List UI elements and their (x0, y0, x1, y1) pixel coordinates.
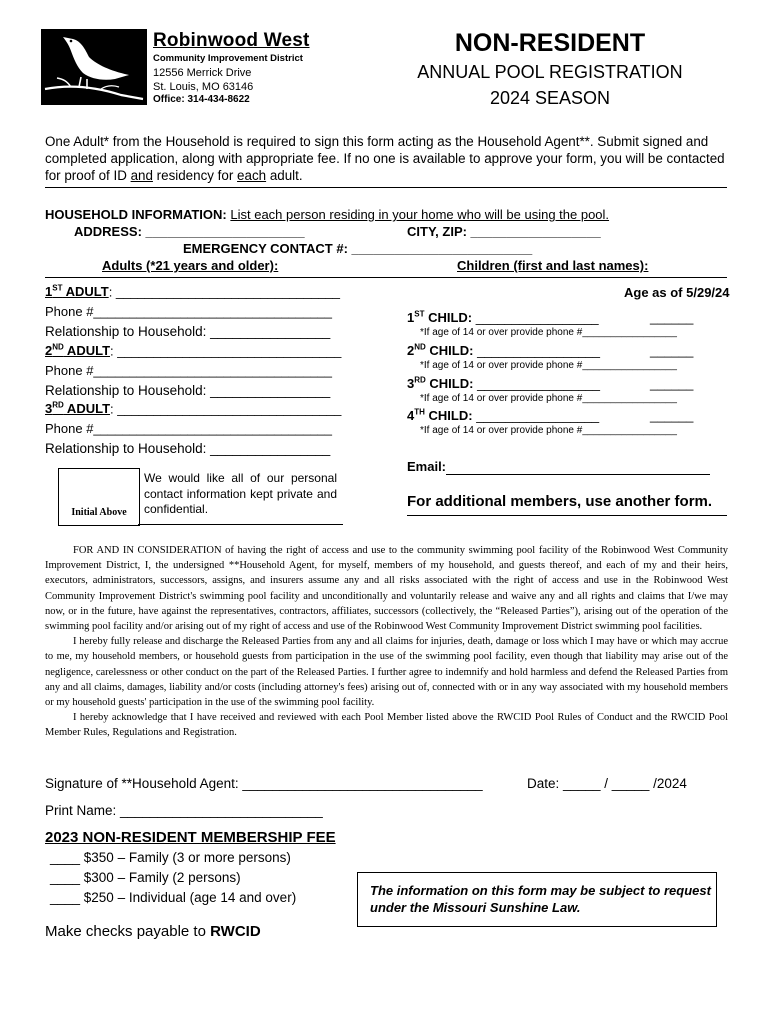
child-name-field[interactable] (407, 408, 599, 423)
adult-sup: ND (52, 343, 64, 352)
child-phone-note[interactable]: *If age of 14 or over provide phone #_________________ (420, 327, 677, 338)
adult-label-text: ADULT (62, 284, 109, 300)
adult-sup: RD (52, 401, 64, 410)
child-num: 2 (407, 343, 415, 359)
city-zip-field[interactable]: CITY, ZIP: __________________ (407, 224, 601, 239)
child-name-line: _________________ (472, 408, 600, 424)
adult-num: 3 (45, 401, 53, 417)
date-field[interactable]: Date: _____ / _____ /2024 (527, 776, 687, 791)
print-name-field[interactable]: Print Name: ___________________________ (45, 803, 323, 818)
org-address-line1: 12556 Merrick Drive (153, 67, 252, 79)
adults-heading: Adults (*21 years and older): (102, 258, 279, 273)
adult-phone-field[interactable]: Phone #_________________________________ (45, 363, 333, 378)
robin-logo (41, 29, 147, 105)
fee-option-family-3[interactable]: ____ $350 – Family (3 or more persons) (50, 850, 291, 865)
intro-each: each (237, 168, 267, 183)
child-sup: ND (414, 343, 426, 352)
release-paragraph-1: FOR AND IN CONSIDERATION of having the right of access and use to the community swimming pool facility of the Robinwood West Community Improvement District, I, the undersigned **Household Agent, for myself, members of my household, and guests thereof, and each of my and their heirs, executors, administrators, successors, assigns, and insurers assume any and all risks associated with the right of access and use in the Robinwood West Community Improvement District's swimming pool facility and unconditionally and voluntarily release and waive any and all rights and claims that I/we may now, or in the future, have against the representatives, contractors, affiliates, successors (collectively, the “Released Parties”), arising out of the operation of the swimming pool facility and/or arising out of my right of access and use of the Robinwood West Community Improvement District swimming pool facilities. (45, 545, 728, 633)
payable-note (45, 923, 261, 940)
adult-name-field[interactable] (45, 401, 341, 416)
adult-relationship-field[interactable]: Relationship to Household: ________________ (45, 383, 331, 398)
privacy-text: We would like all of our personal contact information kept private and confidential. (144, 471, 337, 516)
child-num: 1 (407, 310, 415, 326)
org-subtitle: Community Improvement District (153, 53, 303, 64)
payable-prefix: Make checks payable to (45, 923, 211, 940)
fee-option-individual[interactable]: ____ $250 – Individual (age 14 and over) (50, 890, 297, 905)
adult-phone-field[interactable]: Phone #_________________________________ (45, 421, 333, 436)
child-label (407, 408, 473, 423)
divider (45, 187, 727, 188)
child-name-field[interactable] (407, 310, 599, 325)
intro-text-2: residency for (152, 168, 238, 183)
divider (138, 524, 343, 525)
child-name-line: _________________ (473, 376, 600, 392)
child-label-text: CHILD: (424, 408, 473, 424)
adult-label (45, 343, 110, 358)
child-phone-note[interactable]: *If age of 14 or over provide phone #_________________ (420, 393, 677, 404)
intro-paragraph (45, 133, 725, 184)
child-name-field[interactable] (407, 343, 600, 358)
adult-sup: ST (52, 284, 63, 293)
release-paragraph-3: I hereby acknowledge that I have received and reviewed with each Pool Member listed above the RWCID Pool Rules of Conduct and the RWCID Pool Member Rules, Regulations and Registration. (45, 712, 728, 739)
adult-name-line: : _______________________________ (110, 343, 342, 359)
child-phone-note[interactable]: *If age of 14 or over provide phone #_________________ (420, 360, 677, 371)
child-name-line: _________________ (473, 343, 600, 359)
address-field[interactable]: ADDRESS: ______________________ (74, 224, 305, 239)
child-age-field[interactable]: ______ (650, 310, 694, 325)
child-name-line: _________________ (472, 310, 599, 326)
fee-title: 2023 NON-RESIDENT MEMBERSHIP FEE (45, 829, 336, 846)
children-heading: Children (first and last names): (457, 258, 649, 273)
adult-label-text: ADULT (63, 343, 111, 359)
additional-members-note: For additional members, use another form. (407, 493, 713, 510)
adult-phone-field[interactable]: Phone #_________________________________ (45, 304, 333, 319)
adult-relationship-field[interactable]: Relationship to Household: ________________ (45, 441, 331, 456)
robin-bird-icon (41, 29, 147, 105)
privacy-initial-box (58, 468, 343, 525)
sunshine-law-notice: The information on this form may be subject to request under the Missouri Sunshine Law. (357, 872, 717, 927)
form-subtitle: ANNUAL POOL REGISTRATION (417, 62, 683, 82)
initial-label: Initial Above (71, 507, 127, 518)
org-name: Robinwood West (153, 30, 310, 51)
fee-option-family-2[interactable]: ____ $300 – Family (2 persons) (50, 870, 241, 885)
divider (407, 515, 727, 516)
child-label-text: CHILD: (424, 310, 473, 326)
child-sup: ST (414, 310, 425, 319)
child-num: 3 (407, 376, 415, 392)
emergency-contact-field[interactable]: EMERGENCY CONTACT #: _________________________ (183, 241, 533, 256)
email-line (446, 474, 710, 475)
household-heading: HOUSEHOLD INFORMATION: (45, 207, 227, 222)
household-note: List each person residing in your home who will be using the pool. (230, 207, 610, 222)
child-sup: TH (414, 408, 425, 417)
adult-label-text: ADULT (63, 401, 111, 417)
divider (45, 277, 727, 278)
agent-signature-field[interactable]: Signature of **Household Agent: ________________________________ (45, 776, 483, 791)
initial-field[interactable] (58, 468, 140, 526)
adult-label (45, 401, 110, 416)
child-label (407, 376, 473, 391)
org-address-line2: St. Louis, MO 63146 (153, 81, 254, 93)
intro-and: and (130, 168, 153, 183)
email-label-text: Email: (407, 459, 447, 474)
org-phone: Office: 314-434-8622 (153, 94, 250, 105)
child-label-text: CHILD: (425, 376, 474, 392)
form-season: 2024 SEASON (489, 88, 611, 108)
child-phone-note[interactable]: *If age of 14 or over provide phone #_________________ (420, 425, 677, 436)
email-label[interactable] (407, 459, 446, 474)
child-num: 4 (407, 408, 415, 424)
form-title: NON-RESIDENT (454, 29, 646, 57)
payable-to: RWCID (210, 923, 261, 940)
child-age-field[interactable]: ______ (650, 376, 694, 391)
adult-name-line: : _______________________________ (110, 401, 342, 417)
adult-num: 2 (45, 343, 53, 359)
adult-name-line: : _______________________________ (108, 284, 341, 300)
intro-text-1: One Adult* from the Household is required to sign this form acting as the Household Agent**. Submit signed and completed application, along with appropriate fee. If no one is available to approve your form, you will be contacted for proof of ID (45, 134, 725, 183)
child-label (407, 343, 473, 358)
child-age-field[interactable]: ______ (650, 408, 694, 423)
child-sup: RD (414, 376, 426, 385)
child-name-field[interactable] (407, 376, 600, 391)
age-as-of-label: Age as of 5/29/24 (624, 285, 730, 300)
adult-relationship-field[interactable]: Relationship to Household: ________________ (45, 324, 331, 339)
adult-num: 1 (45, 284, 53, 300)
household-heading-row (45, 207, 609, 222)
child-label-text: CHILD: (425, 343, 474, 359)
intro-text-3: adult. (266, 168, 303, 183)
child-age-field[interactable]: ______ (650, 343, 694, 358)
release-paragraph-2: I hereby fully release and discharge the Released Parties from any and all claims for injuries, death, damage or loss which I may have or which may accrue to me, my household members, or household guests from participation in the use of the swimming pool facility, even though that liability may arise out of the negligence, carelessness or other conduct on the part of the Released Parties. I further agree to indemnify and hold harmless and defend the Released Parties from any and all claims, damages, liability and/or costs (including attorney's fees) arising out of, connected with or in any way associated with my household members or my household guests' participation in the use of the swimming pool facility. (45, 636, 728, 709)
adult-name-field[interactable] (45, 343, 341, 358)
adult-label (45, 284, 109, 299)
child-label (407, 310, 472, 325)
adult-name-field[interactable] (45, 284, 340, 299)
release-text (45, 543, 728, 741)
